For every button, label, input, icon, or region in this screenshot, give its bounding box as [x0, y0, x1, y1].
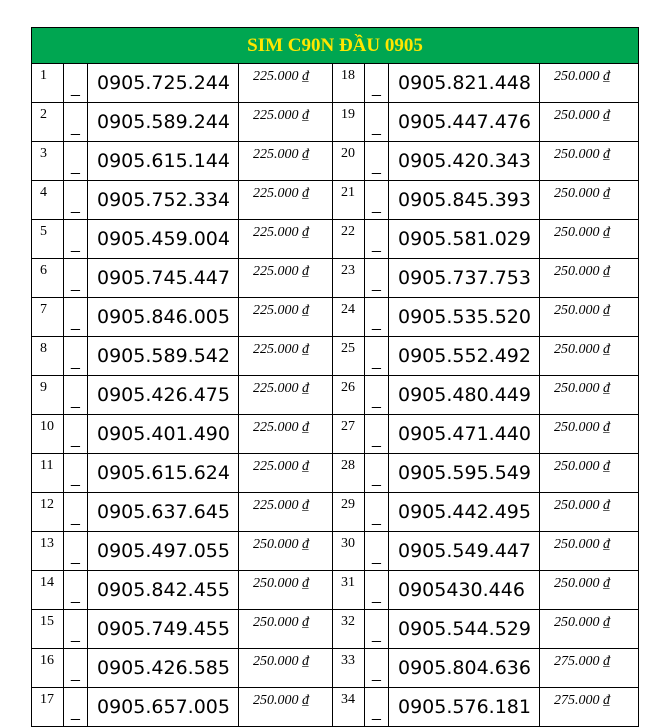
- row-index: 14: [32, 571, 64, 610]
- phone-number: 0905.552.492: [389, 337, 540, 376]
- row-index: 3: [32, 142, 64, 181]
- price: 250.000 ₫: [239, 610, 333, 649]
- row-dash: _: [64, 415, 88, 454]
- price: 250.000 ₫: [239, 649, 333, 688]
- row-dash: _: [64, 688, 88, 727]
- phone-number: 0905.725.244: [88, 64, 239, 103]
- row-dash: _: [365, 376, 389, 415]
- row-dash: _: [365, 64, 389, 103]
- price: 250.000 ₫: [239, 532, 333, 571]
- row-index: 22: [333, 220, 365, 259]
- phone-number: 0905.595.549: [389, 454, 540, 493]
- row-dash: _: [64, 103, 88, 142]
- row-dash: _: [365, 610, 389, 649]
- row-dash: _: [365, 415, 389, 454]
- row-index: 34: [333, 688, 365, 727]
- phone-number: 0905.459.004: [88, 220, 239, 259]
- row-dash: _: [64, 493, 88, 532]
- price: 225.000 ₫: [239, 259, 333, 298]
- phone-number: 0905430.446: [389, 571, 540, 610]
- phone-number: 0905.426.585: [88, 649, 239, 688]
- table-row: [32, 454, 639, 493]
- price: 250.000 ₫: [540, 337, 639, 376]
- row-index: 16: [32, 649, 64, 688]
- row-index: 6: [32, 259, 64, 298]
- phone-number: 0905.576.181: [389, 688, 540, 727]
- row-dash: _: [64, 64, 88, 103]
- phone-number: 0905.749.455: [88, 610, 239, 649]
- row-dash: _: [365, 571, 389, 610]
- price: 225.000 ₫: [239, 103, 333, 142]
- row-dash: _: [64, 298, 88, 337]
- row-dash: _: [365, 649, 389, 688]
- row-dash: _: [365, 259, 389, 298]
- row-index: 25: [333, 337, 365, 376]
- row-index: 26: [333, 376, 365, 415]
- row-dash: _: [64, 220, 88, 259]
- table-row: [32, 220, 639, 259]
- price: 250.000 ₫: [540, 298, 639, 337]
- phone-number: 0905.401.490: [88, 415, 239, 454]
- sim-price-table: [31, 27, 639, 727]
- phone-number: 0905.804.636: [389, 649, 540, 688]
- price: 250.000 ₫: [239, 571, 333, 610]
- price: 250.000 ₫: [540, 181, 639, 220]
- phone-number: 0905.589.244: [88, 103, 239, 142]
- phone-number: 0905.842.455: [88, 571, 239, 610]
- table-row: [32, 493, 639, 532]
- phone-number: 0905.544.529: [389, 610, 540, 649]
- price: 225.000 ₫: [239, 181, 333, 220]
- row-index: 33: [333, 649, 365, 688]
- table-row: [32, 259, 639, 298]
- table-row: [32, 298, 639, 337]
- table-title: SIM C90N ĐẦU 0905: [32, 28, 639, 64]
- table-row: [32, 415, 639, 454]
- row-dash: _: [64, 571, 88, 610]
- row-index: 29: [333, 493, 365, 532]
- row-index: 1: [32, 64, 64, 103]
- table-row: [32, 103, 639, 142]
- row-index: 12: [32, 493, 64, 532]
- row-index: 23: [333, 259, 365, 298]
- price: 250.000 ₫: [540, 454, 639, 493]
- price: 275.000 ₫: [540, 649, 639, 688]
- row-dash: _: [365, 688, 389, 727]
- price: 250.000 ₫: [540, 259, 639, 298]
- row-index: 2: [32, 103, 64, 142]
- row-index: 20: [333, 142, 365, 181]
- price: 250.000 ₫: [239, 688, 333, 727]
- price: 225.000 ₫: [239, 376, 333, 415]
- table-row: [32, 337, 639, 376]
- row-index: 18: [333, 64, 365, 103]
- row-index: 27: [333, 415, 365, 454]
- row-index: 19: [333, 103, 365, 142]
- price: 250.000 ₫: [540, 610, 639, 649]
- phone-number: 0905.581.029: [389, 220, 540, 259]
- row-index: 15: [32, 610, 64, 649]
- price: 225.000 ₫: [239, 454, 333, 493]
- row-index: 24: [333, 298, 365, 337]
- phone-number: 0905.480.449: [389, 376, 540, 415]
- row-dash: _: [64, 259, 88, 298]
- phone-number: 0905.752.334: [88, 181, 239, 220]
- row-dash: _: [64, 649, 88, 688]
- row-dash: _: [64, 142, 88, 181]
- phone-number: 0905.637.645: [88, 493, 239, 532]
- table-row: [32, 142, 639, 181]
- price: 250.000 ₫: [540, 142, 639, 181]
- price: 225.000 ₫: [239, 493, 333, 532]
- row-dash: _: [365, 103, 389, 142]
- row-dash: _: [365, 454, 389, 493]
- price: 225.000 ₫: [239, 220, 333, 259]
- price: 250.000 ₫: [540, 64, 639, 103]
- phone-number: 0905.589.542: [88, 337, 239, 376]
- phone-number: 0905.745.447: [88, 259, 239, 298]
- title-row: [32, 28, 639, 64]
- phone-number: 0905.846.005: [88, 298, 239, 337]
- price: 250.000 ₫: [540, 220, 639, 259]
- phone-number: 0905.845.393: [389, 181, 540, 220]
- row-index: 5: [32, 220, 64, 259]
- row-dash: _: [365, 493, 389, 532]
- row-dash: _: [64, 454, 88, 493]
- row-dash: _: [365, 532, 389, 571]
- row-dash: _: [365, 220, 389, 259]
- phone-number: 0905.737.753: [389, 259, 540, 298]
- row-dash: _: [365, 142, 389, 181]
- price: 225.000 ₫: [239, 142, 333, 181]
- table-row: [32, 571, 639, 610]
- phone-number: 0905.447.476: [389, 103, 540, 142]
- row-index: 7: [32, 298, 64, 337]
- row-dash: _: [64, 181, 88, 220]
- row-index: 28: [333, 454, 365, 493]
- row-dash: _: [365, 298, 389, 337]
- row-index: 8: [32, 337, 64, 376]
- row-dash: _: [64, 337, 88, 376]
- table-row: [32, 181, 639, 220]
- price: 225.000 ₫: [239, 298, 333, 337]
- table-row: [32, 688, 639, 727]
- price: 275.000 ₫: [540, 688, 639, 727]
- row-index: 10: [32, 415, 64, 454]
- phone-number: 0905.821.448: [389, 64, 540, 103]
- row-index: 11: [32, 454, 64, 493]
- row-dash: _: [365, 181, 389, 220]
- phone-number: 0905.549.447: [389, 532, 540, 571]
- phone-number: 0905.426.475: [88, 376, 239, 415]
- row-index: 31: [333, 571, 365, 610]
- row-index: 9: [32, 376, 64, 415]
- row-index: 13: [32, 532, 64, 571]
- row-dash: _: [64, 532, 88, 571]
- row-index: 32: [333, 610, 365, 649]
- price: 250.000 ₫: [540, 493, 639, 532]
- row-dash: _: [64, 376, 88, 415]
- price: 225.000 ₫: [239, 415, 333, 454]
- phone-number: 0905.471.440: [389, 415, 540, 454]
- table-row: [32, 64, 639, 103]
- table-row: [32, 649, 639, 688]
- price: 250.000 ₫: [540, 532, 639, 571]
- row-index: 30: [333, 532, 365, 571]
- row-index: 21: [333, 181, 365, 220]
- price: 225.000 ₫: [239, 64, 333, 103]
- phone-number: 0905.657.005: [88, 688, 239, 727]
- row-dash: _: [64, 610, 88, 649]
- row-dash: _: [365, 337, 389, 376]
- price: 250.000 ₫: [540, 415, 639, 454]
- table-row: [32, 376, 639, 415]
- price: 250.000 ₫: [540, 376, 639, 415]
- row-index: 17: [32, 688, 64, 727]
- table-row: [32, 610, 639, 649]
- phone-number: 0905.615.144: [88, 142, 239, 181]
- phone-number: 0905.535.520: [389, 298, 540, 337]
- table-row: [32, 532, 639, 571]
- phone-number: 0905.497.055: [88, 532, 239, 571]
- phone-number: 0905.615.624: [88, 454, 239, 493]
- price: 250.000 ₫: [540, 103, 639, 142]
- price: 250.000 ₫: [540, 571, 639, 610]
- phone-number: 0905.420.343: [389, 142, 540, 181]
- phone-number: 0905.442.495: [389, 493, 540, 532]
- price: 225.000 ₫: [239, 337, 333, 376]
- row-index: 4: [32, 181, 64, 220]
